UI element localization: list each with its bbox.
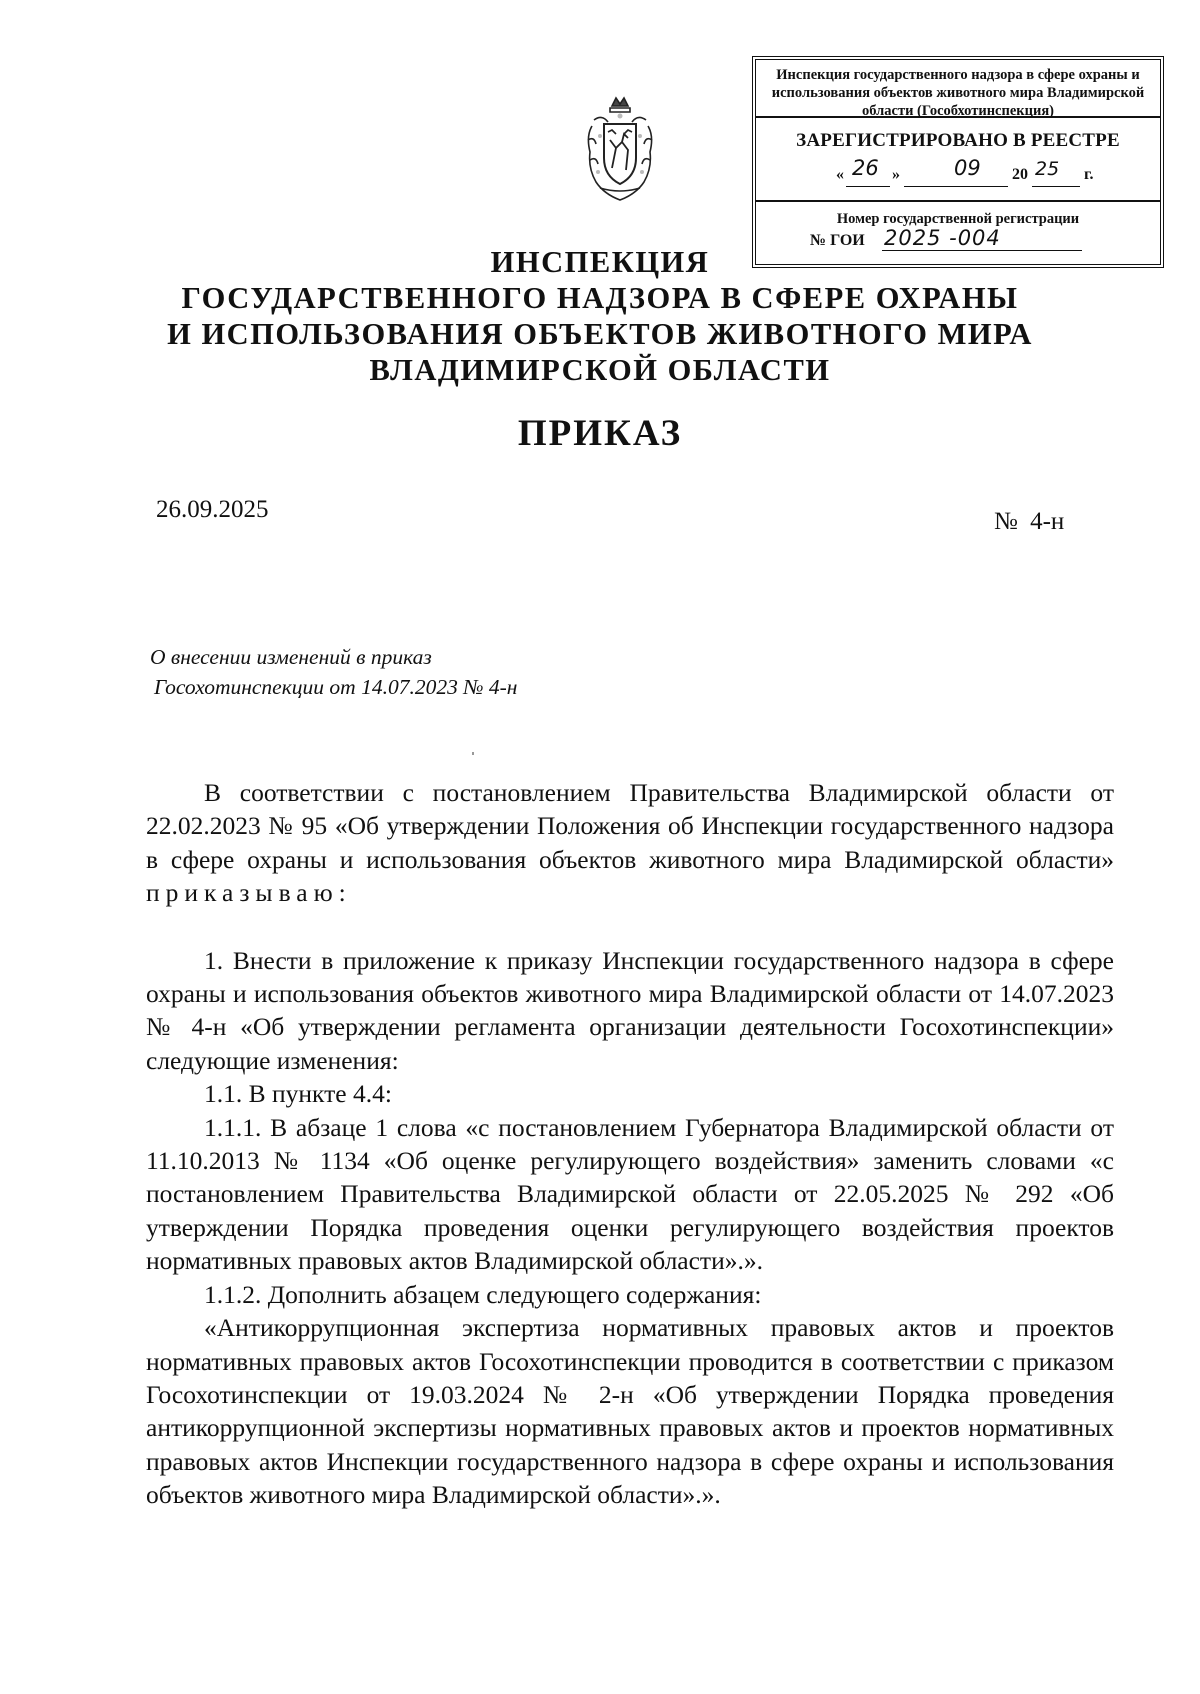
coat-of-arms-emblem [582, 96, 658, 204]
stamp-reg-number-handwritten: 2025 -004 [884, 226, 1001, 250]
stamp-date-month: 09 [954, 156, 981, 180]
stamp-year-prefix: 20 [1012, 166, 1028, 183]
order-number: № 4-н [994, 508, 1065, 535]
stamp-registration-date [756, 156, 1160, 194]
stamp-date-close-quote: » [892, 166, 900, 183]
preamble-text: В соответствии с постановлением Правительства Владимирской области от 22.02.2023 № 95 «Об утверждении Положения об Инспекции государственного надзора в сфере охраны и использования объектов животного мира Владимирской области» [146, 778, 1114, 874]
stamp-date-open-quote: « [836, 166, 844, 183]
preamble-paragraph [146, 776, 1114, 910]
order-body [146, 776, 1114, 1512]
org-title-line: ГОСУДАРСТВЕННОГО НАДЗОРА В СФЕРЕ ОХРАНЫ [181, 281, 1019, 315]
scan-speck [472, 752, 474, 755]
subject-line: Госохотинспекции от 14.07.2023 № 4-н [154, 675, 518, 699]
stamp-month-underline [904, 186, 1008, 187]
new-paragraph-text: «Антикоррупционная экспертиза нормативных правовых актов и проектов нормативных правовых актов Госохотинспекции проводится в соответствии с приказом Госохотинспекции от 19.03.2024 № 2-н «Об утверждении Порядка проведения антикоррупционной экспертизы нормативных правовых актов и проектов нормативных правовых актов Инспекции государственного надзора в сфере охраны и использования объектов животного мира Владимирской области».». [146, 1313, 1114, 1510]
registration-stamp [752, 56, 1164, 268]
stamp-year-underline [1032, 186, 1080, 187]
stamp-registered-label: ЗАРЕГИСТРИРОВАНО В РЕЕСТРЕ [796, 130, 1120, 151]
stamp-year-handwritten: 25 [1035, 158, 1060, 180]
order-date: 26.09.2025 [156, 496, 269, 523]
organization-title [100, 244, 1100, 388]
stamp-year-suffix: г. [1084, 166, 1094, 183]
item-1: 1. Внести в приложение к приказу Инспекции государственного надзора в сфере охраны и использования объектов животного мира Владимирской области от 14.07.2023 № 4-н «Об утверждении регламента организации деятельности Госохотинспекции» следующие изменения: [146, 945, 1114, 1075]
preamble-verb: приказываю: [146, 878, 352, 908]
org-title-line: ВЛАДИМИРСКОЙ ОБЛАСТИ [369, 353, 831, 387]
stamp-day-underline [846, 186, 890, 187]
item-1-1-1: 1.1.1. В абзаце 1 слова «с постановлением Губернатора Владимирской области от 11.10.2013 № 1134 «Об оценке регулирующего воздействия» заменить словами «с постановлением Правительства Владимирской области от 22.05.2025 № 292 «Об утверждении Порядка проведения оценки регулирующего воздействия проектов нормативных правовых актов Владимирской области».». [146, 1112, 1114, 1276]
stamp-divider [756, 200, 1160, 202]
item-1-1: 1.1. В пункте 4.4: [204, 1079, 392, 1109]
item-1-1-2: 1.1.2. Дополнить абзацем следующего содержания: [204, 1279, 762, 1309]
org-title-line: ИНСПЕКЦИЯ [490, 245, 710, 279]
stamp-reg-number-label: Номер государственной регистрации [836, 211, 1080, 227]
stamp-date-day: 26 [852, 156, 879, 180]
document-type-title: ПРИКАЗ [517, 413, 683, 454]
stamp-organization: Инспекция государственного надзора в сфере охраны и использования объектов животного мира Владимирской области (Гособхотинспекция) [756, 60, 1160, 118]
org-title-line: И ИСПОЛЬЗОВАНИЯ ОБЪЕКТОВ ЖИВОТНОГО МИРА [167, 317, 1033, 351]
order-subject [150, 642, 517, 702]
stamp-reg-number-prefix: № ГОИ [810, 232, 865, 249]
subject-line: О внесении изменений в приказ [150, 645, 432, 669]
